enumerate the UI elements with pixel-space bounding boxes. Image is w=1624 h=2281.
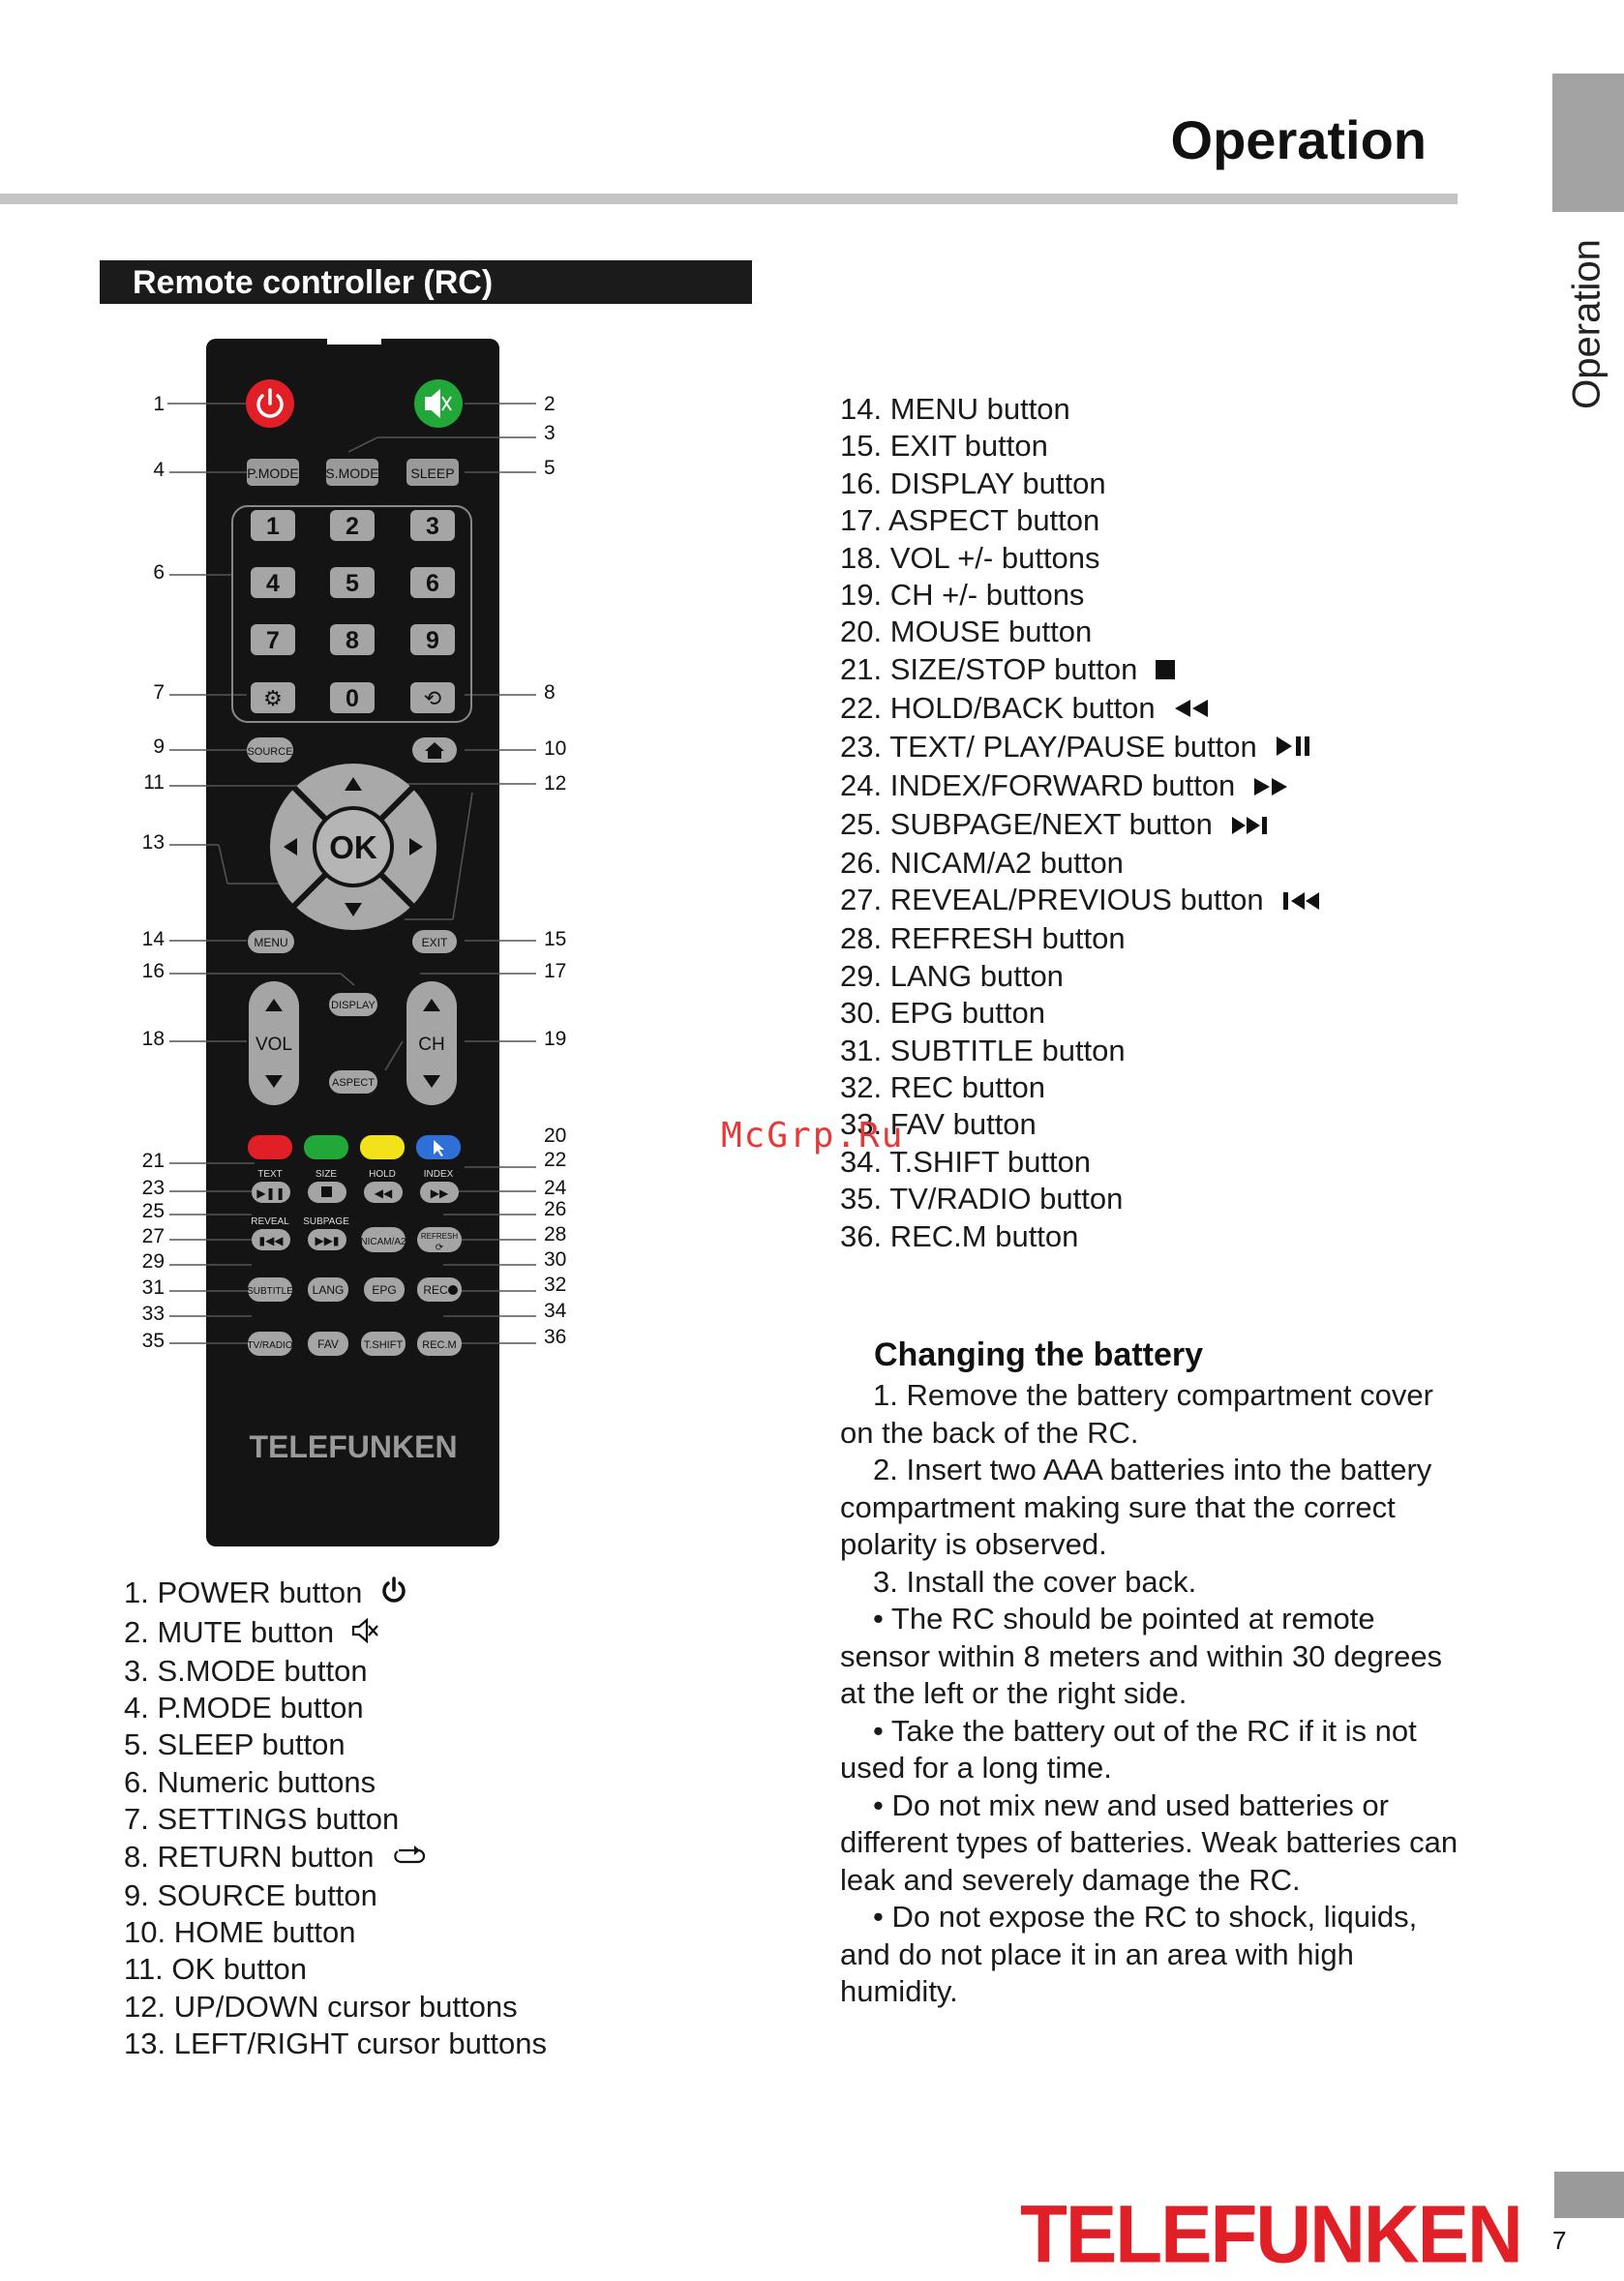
callout-28: 28	[544, 1223, 567, 1246]
left-list-item-text: 2. MUTE button	[124, 1614, 335, 1649]
right-list-item-text: 28. REFRESH button	[840, 921, 1126, 956]
next-icon	[1230, 808, 1271, 845]
left-list-item-text: 3. S.MODE button	[124, 1653, 368, 1688]
left-list-item-text: 13. LEFT/RIGHT cursor buttons	[124, 2026, 548, 2061]
ok-label: OK	[329, 829, 377, 865]
battery-note-2: • Take the battery out of the RC if it is not	[873, 1713, 1417, 1748]
index-label: INDEX	[423, 1169, 454, 1180]
lang-label: LANG	[312, 1283, 345, 1297]
callout-1: 1	[153, 393, 165, 415]
side-tab	[1552, 74, 1624, 212]
callout-6: 6	[153, 561, 165, 584]
battery-heading: Changing the battery	[874, 1336, 1204, 1373]
battery-step-3: 3. Install the cover back.	[873, 1564, 1197, 1599]
record-dot-icon	[448, 1285, 458, 1295]
callout-18: 18	[141, 1028, 165, 1050]
right-list-item	[840, 920, 1322, 957]
ch-label: CH	[418, 1035, 445, 1055]
callout-30: 30	[544, 1248, 567, 1271]
power-icon	[379, 1576, 408, 1613]
callout-23: 23	[141, 1177, 165, 1199]
refresh-label: REFRESH	[420, 1232, 459, 1241]
right-list-item-text: 32. REC button	[840, 1069, 1045, 1104]
callout-14: 14	[141, 928, 165, 950]
digit-7-label: 7	[266, 627, 280, 654]
return-icon	[391, 1840, 428, 1876]
rec-label: REC	[423, 1283, 448, 1297]
callouts-right	[544, 393, 567, 1348]
right-list-item	[840, 845, 1322, 882]
right-list-item-text: 14. MENU button	[840, 392, 1070, 426]
battery-note-2-cont: used for a long time.	[840, 1751, 1112, 1785]
right-list-item	[840, 614, 1322, 650]
page-number: 7	[1552, 2226, 1567, 2255]
forward-icon: ▶▶	[430, 1186, 449, 1200]
digit-8-label: 8	[346, 627, 359, 654]
left-list-item-text: 6. Numeric buttons	[124, 1764, 376, 1799]
yellow-button[interactable]	[360, 1135, 405, 1159]
battery-note-3-cont2: leak and severely damage the RC.	[840, 1862, 1301, 1897]
right-list-item	[840, 882, 1322, 920]
right-list-item-text: 27. REVEAL/PREVIOUS button	[840, 883, 1264, 917]
callout-4: 4	[153, 459, 165, 481]
callout-10: 10	[544, 737, 567, 760]
left-list-item	[124, 1877, 547, 1914]
left-list-item-text: 12. UP/DOWN cursor buttons	[124, 1989, 518, 2024]
digit-1-label: 1	[266, 513, 280, 540]
callout-11: 11	[143, 771, 165, 794]
callout-27: 27	[141, 1225, 165, 1247]
rewind-icon: ◀◀	[374, 1186, 393, 1200]
callout-33: 33	[141, 1303, 165, 1325]
left-list-item	[124, 1914, 547, 1951]
callout-34: 34	[544, 1300, 567, 1322]
left-list-item	[124, 1726, 547, 1763]
right-list-item	[840, 1106, 1322, 1143]
size-label: SIZE	[315, 1169, 338, 1180]
footer-brand-logo: TELEFUNKEN	[1020, 2188, 1521, 2280]
callout-5: 5	[544, 457, 556, 479]
section-heading	[100, 260, 752, 304]
subpage-label: SUBPAGE	[303, 1216, 349, 1227]
watermark: McGrp.Ru	[721, 1116, 905, 1156]
menu-label: MENU	[254, 936, 288, 949]
right-list-item	[840, 1218, 1322, 1255]
right-list-item-text: 34. T.SHIFT button	[840, 1144, 1092, 1179]
digit-0-label: 0	[346, 685, 359, 712]
right-list-item	[840, 1144, 1322, 1181]
callout-9: 9	[153, 735, 165, 758]
callout-2: 2	[544, 393, 556, 415]
pmode-label: P.MODE	[247, 465, 299, 481]
exit-label: EXIT	[421, 936, 448, 949]
callout-15: 15	[544, 928, 567, 950]
right-list-item	[840, 1033, 1322, 1069]
right-list-item-text: 15. EXIT button	[840, 429, 1048, 464]
right-list-item-text: 26. NICAM/A2 button	[840, 845, 1124, 880]
digit-3-label: 3	[426, 513, 439, 540]
left-list-item	[124, 1653, 547, 1690]
digit-4-label: 4	[266, 570, 280, 597]
return-icon: ⟲	[423, 686, 442, 710]
left-list-item-text: 4. P.MODE button	[124, 1690, 364, 1725]
side-label	[1539, 237, 1624, 411]
header-divider	[0, 194, 1458, 204]
left-list-item	[124, 1690, 547, 1726]
stop-icon	[321, 1186, 332, 1197]
remote-brand-logo: TELEFUNKEN	[249, 1429, 458, 1464]
right-list-item	[840, 806, 1322, 845]
right-list-item	[840, 577, 1322, 614]
callout-7: 7	[153, 681, 165, 704]
battery-instructions	[840, 1377, 1498, 2011]
right-list-item	[840, 767, 1322, 806]
callout-22: 22	[544, 1149, 567, 1171]
side-label-text: Operation	[1565, 239, 1609, 409]
callout-32: 32	[544, 1274, 567, 1296]
right-list-item-text: 21. SIZE/STOP button	[840, 651, 1138, 686]
stop-icon	[1155, 652, 1176, 689]
callout-3: 3	[544, 422, 556, 444]
callout-25: 25	[141, 1200, 165, 1222]
right-list-item	[840, 995, 1322, 1032]
text-label: TEXT	[257, 1169, 283, 1180]
remote-diagram	[116, 329, 639, 1558]
left-list-item-text: 1. POWER button	[124, 1576, 363, 1609]
tshift-label: T.SHIFT	[363, 1339, 404, 1351]
callout-20: 20	[544, 1125, 567, 1147]
battery-note-3-cont: different types of batteries. Weak batteries can	[840, 1825, 1459, 1859]
right-list-item	[840, 1181, 1322, 1217]
left-list-item-text: 8. RETURN button	[124, 1839, 375, 1874]
right-list-item	[840, 651, 1322, 690]
left-list-item	[124, 1839, 547, 1877]
page-title: Operation	[1170, 109, 1427, 170]
green-button[interactable]	[304, 1135, 348, 1159]
refresh-icon: ⟳	[435, 1243, 444, 1253]
callout-24: 24	[544, 1177, 567, 1199]
right-list-item-text: 36. REC.M button	[840, 1218, 1079, 1253]
gear-icon: ⚙	[263, 686, 283, 710]
battery-note-1: • The RC should be pointed at remote	[873, 1602, 1375, 1636]
left-list-item-text: 10. HOME button	[124, 1914, 356, 1949]
recm-label: REC.M	[422, 1339, 457, 1351]
battery-step-2-cont: compartment making sure that the correct	[840, 1489, 1396, 1524]
nicam-label: NICAM/A2	[360, 1237, 406, 1247]
callout-31: 31	[141, 1276, 165, 1299]
battery-step-2: 2. Insert two AAA batteries into the battery	[873, 1453, 1432, 1486]
right-list-item	[840, 690, 1322, 729]
play-pause-icon: ▶❚❚	[256, 1186, 286, 1200]
next-icon: ▶▶▮	[315, 1234, 340, 1247]
left-list-item-text: 7. SETTINGS button	[124, 1802, 400, 1837]
red-button[interactable]	[248, 1135, 292, 1159]
left-list-item-text: 5. SLEEP button	[124, 1727, 346, 1762]
left-feature-list	[124, 1575, 547, 2063]
right-list-item-text: 22. HOLD/BACK button	[840, 690, 1156, 725]
battery-note-4-cont2: humidity.	[840, 1974, 958, 2008]
left-list-item	[124, 1989, 547, 2026]
right-list-item-text: 24. INDEX/FORWARD button	[840, 767, 1236, 802]
digit-2-label: 2	[346, 513, 359, 540]
callouts-left	[142, 393, 165, 1352]
right-list-item-text: 33. FAV button	[840, 1107, 1037, 1142]
right-list-item	[840, 1069, 1322, 1106]
forward-icon	[1252, 769, 1289, 806]
battery-step-1: 1. Remove the battery compartment cover	[873, 1378, 1433, 1412]
battery-note-1-cont: sensor within 8 meters and within 30 degrees	[840, 1638, 1443, 1673]
hold-label: HOLD	[369, 1169, 396, 1180]
play-pause-icon	[1275, 730, 1313, 766]
previous-icon: ▮◀◀	[258, 1234, 284, 1247]
sleep-label: SLEEP	[410, 465, 455, 481]
right-list-item	[840, 729, 1322, 767]
fav-label: FAV	[317, 1337, 339, 1351]
right-list-item-text: 20. MOUSE button	[840, 615, 1093, 649]
callout-12: 12	[544, 772, 567, 795]
right-list-item	[840, 958, 1322, 995]
callout-26: 26	[544, 1198, 567, 1220]
battery-note-3: • Do not mix new and used batteries or	[873, 1787, 1389, 1822]
reveal-label: REVEAL	[251, 1216, 289, 1227]
battery-step-1-cont: on the back of the RC.	[840, 1415, 1139, 1450]
right-list-item-text: 31. SUBTITLE button	[840, 1033, 1126, 1067]
source-label: SOURCE	[247, 746, 293, 758]
right-list-item-text: 17. ASPECT button	[840, 503, 1100, 538]
right-feature-list	[840, 391, 1322, 1255]
digit-6-label: 6	[426, 570, 439, 597]
callout-29: 29	[141, 1250, 165, 1273]
digit-9-label: 9	[426, 627, 439, 654]
rewind-icon	[1173, 691, 1210, 728]
battery-step-2-cont2: polarity is observed.	[840, 1527, 1107, 1561]
section-title: Remote controller (RC)	[133, 264, 494, 301]
right-list-item-text: 25. SUBPAGE/NEXT button	[840, 806, 1213, 841]
battery-note-4: • Do not expose the RC to shock, liquids,	[873, 1900, 1418, 1934]
ir-window	[327, 339, 381, 345]
right-list-item	[840, 391, 1322, 428]
digit-5-label: 5	[346, 570, 359, 597]
subtitle-label: SUBTITLE	[247, 1286, 293, 1297]
right-list-item-text: 19. CH +/- buttons	[840, 578, 1085, 613]
left-list-item-text: 11. OK button	[124, 1952, 307, 1987]
callout-17: 17	[544, 960, 567, 982]
right-list-item	[840, 465, 1322, 502]
right-list-item	[840, 540, 1322, 577]
footer-tab	[1554, 2172, 1624, 2218]
right-list-item-text: 30. EPG button	[840, 996, 1045, 1031]
right-list-item	[840, 502, 1322, 539]
vol-label: VOL	[255, 1035, 293, 1055]
right-list-item-text: 18. VOL +/- buttons	[840, 540, 1100, 575]
display-label: DISPLAY	[331, 1000, 376, 1011]
callout-19: 19	[544, 1028, 567, 1050]
right-list-item-text: 35. TV/RADIO button	[840, 1182, 1124, 1216]
smode-label: S.MODE	[325, 465, 379, 481]
left-list-item	[124, 1951, 547, 1988]
callout-36: 36	[544, 1326, 567, 1348]
battery-note-4-cont: and do not place it in an area with high	[840, 1936, 1354, 1971]
right-list-item-text: 16. DISPLAY button	[840, 465, 1106, 500]
left-list-item	[124, 1764, 547, 1801]
right-list-item	[840, 428, 1322, 465]
left-list-item	[124, 1801, 547, 1838]
left-list-item	[124, 1575, 547, 1614]
callout-35: 35	[141, 1330, 165, 1352]
callout-8: 8	[544, 681, 556, 704]
previous-icon	[1281, 884, 1322, 920]
epg-label: EPG	[372, 1283, 397, 1297]
left-list-item-text: 9. SOURCE button	[124, 1877, 377, 1912]
right-list-item-text: 23. TEXT/ PLAY/PAUSE button	[840, 729, 1257, 764]
left-list-item	[124, 2026, 547, 2062]
mute-icon	[351, 1615, 380, 1652]
left-list-item	[124, 1614, 547, 1653]
battery-note-1-cont2: at the left or the right side.	[840, 1676, 1188, 1710]
right-list-item-text: 29. LANG button	[840, 958, 1064, 993]
tvradio-label: TV/RADIO	[247, 1340, 293, 1351]
aspect-label: ASPECT	[331, 1077, 376, 1089]
callout-16: 16	[141, 960, 165, 982]
callout-21: 21	[141, 1150, 165, 1172]
callout-13: 13	[141, 831, 165, 854]
